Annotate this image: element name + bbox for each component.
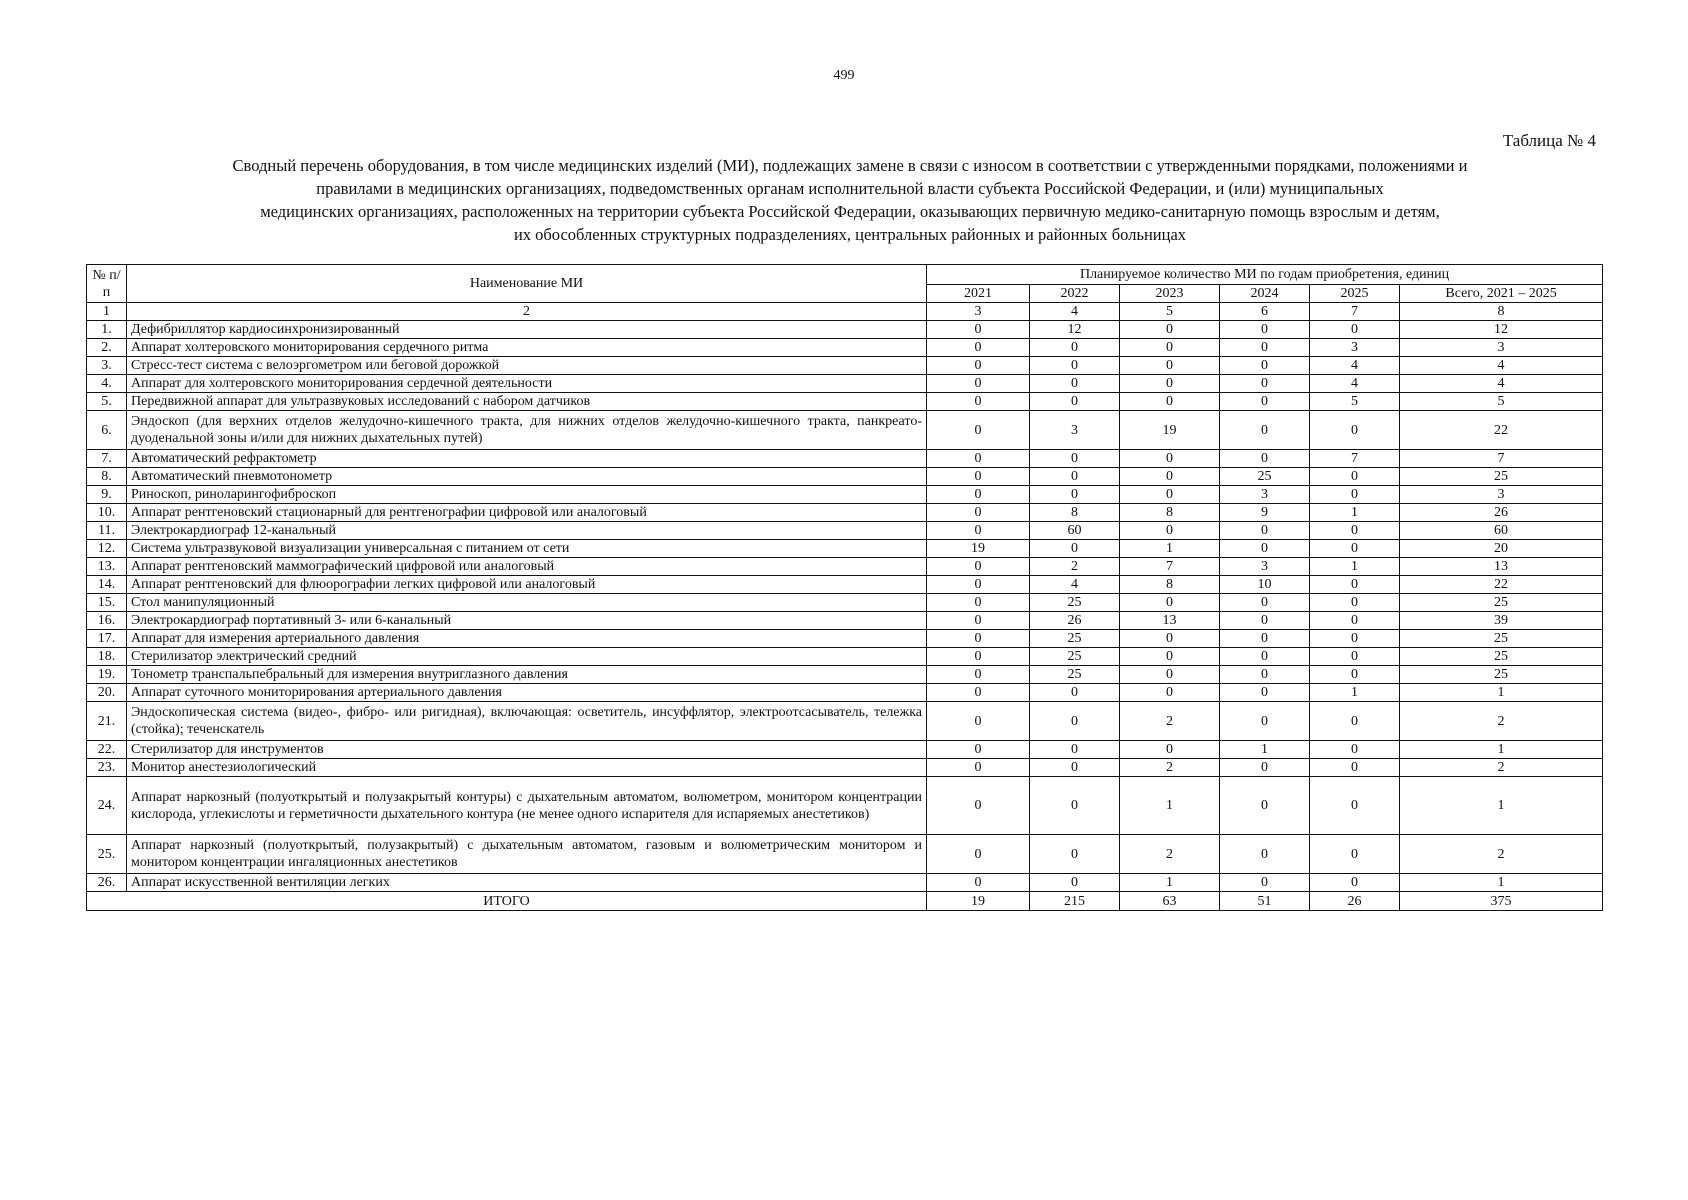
year-value: 2 [1120, 702, 1220, 741]
year-value: 3 [1030, 411, 1120, 450]
column-index-row [87, 303, 1603, 321]
year-value: 0 [927, 450, 1030, 468]
row-total: 60 [1400, 522, 1603, 540]
column-index: 4 [1030, 303, 1120, 321]
year-value: 0 [927, 558, 1030, 576]
column-index: 1 [87, 303, 127, 321]
year-value: 8 [1030, 504, 1120, 522]
item-name: Система ультразвуковой визуализации универсальная с питанием от сети [127, 540, 927, 558]
year-value: 0 [1220, 450, 1310, 468]
year-value: 0 [927, 504, 1030, 522]
item-name: Передвижной аппарат для ультразвуковых исследований с набором датчиков [127, 393, 927, 411]
year-value: 3 [1220, 558, 1310, 576]
row-total: 2 [1400, 835, 1603, 874]
year-value: 19 [1120, 411, 1220, 450]
row-number: 10. [87, 504, 127, 522]
year-value: 0 [1120, 468, 1220, 486]
year-value: 25 [1220, 468, 1310, 486]
year-value: 0 [1310, 321, 1400, 339]
year-value: 0 [1310, 630, 1400, 648]
year-value: 1 [1310, 684, 1400, 702]
item-name: Дефибриллятор кардиосинхронизированный [127, 321, 927, 339]
year-value: 0 [1030, 357, 1120, 375]
table-row [87, 357, 1603, 375]
table-row [87, 630, 1603, 648]
table-row [87, 504, 1603, 522]
equipment-table [86, 264, 1603, 911]
year-value: 9 [1220, 504, 1310, 522]
table-row [87, 594, 1603, 612]
table-row [87, 486, 1603, 504]
year-value: 0 [1220, 393, 1310, 411]
table-row [87, 468, 1603, 486]
page-number: 499 [833, 68, 855, 83]
item-name: Стерилизатор для инструментов [127, 741, 927, 759]
header-year: 2024 [1220, 285, 1310, 303]
row-number: 16. [87, 612, 127, 630]
row-number: 1. [87, 321, 127, 339]
year-value: 0 [1030, 393, 1120, 411]
year-value: 4 [1310, 357, 1400, 375]
item-name: Аппарат суточного мониторирования артериального давления [127, 684, 927, 702]
table-row [87, 375, 1603, 393]
year-value: 0 [927, 522, 1030, 540]
item-name: Стерилизатор электрический средний [127, 648, 927, 666]
year-value: 0 [927, 630, 1030, 648]
year-value: 0 [1220, 612, 1310, 630]
row-total: 26 [1400, 504, 1603, 522]
year-value: 13 [1120, 612, 1220, 630]
year-value: 7 [1310, 450, 1400, 468]
item-name: Аппарат наркозный (полуоткрытый, полузакрытый) с дыхательным автоматом, газовым и волюметрическим монитором и монитором концентрации ингаляционных анестетиков [127, 835, 927, 874]
year-value: 25 [1030, 630, 1120, 648]
year-value: 0 [1310, 522, 1400, 540]
year-value: 0 [1120, 666, 1220, 684]
year-value: 0 [1120, 648, 1220, 666]
row-total: 22 [1400, 411, 1603, 450]
row-number: 24. [87, 777, 127, 835]
year-value: 0 [927, 741, 1030, 759]
row-number: 4. [87, 375, 127, 393]
row-number: 2. [87, 339, 127, 357]
year-value: 0 [927, 702, 1030, 741]
year-value: 0 [1220, 522, 1310, 540]
table-row [87, 759, 1603, 777]
year-value: 0 [927, 576, 1030, 594]
row-total: 5 [1400, 393, 1603, 411]
year-value: 1 [1120, 540, 1220, 558]
row-total: 25 [1400, 666, 1603, 684]
year-value: 0 [1120, 339, 1220, 357]
item-name: Монитор анестезиологический [127, 759, 927, 777]
item-name: Эндоскоп (для верхних отделов желудочно-кишечного тракта, для нижних отделов желудочно-кишечного тракта, панкреато-дуоденальной зоны и/или для нижних дыхательных путей) [127, 411, 927, 450]
table-row [87, 522, 1603, 540]
row-total: 25 [1400, 630, 1603, 648]
item-name: Аппарат искусственной вентиляции легких [127, 874, 927, 892]
year-value: 12 [1030, 321, 1120, 339]
year-value: 0 [1220, 339, 1310, 357]
column-index: 6 [1220, 303, 1310, 321]
table-row [87, 540, 1603, 558]
year-value: 0 [1220, 357, 1310, 375]
year-value: 0 [927, 321, 1030, 339]
year-value: 0 [1030, 375, 1120, 393]
year-value: 0 [1310, 612, 1400, 630]
table-row [87, 702, 1603, 741]
year-value: 0 [927, 777, 1030, 835]
caption-line: их обособленных структурных подразделениях, центральных районных и районных больницах [513, 225, 1187, 244]
year-value: 0 [1220, 594, 1310, 612]
row-total: 4 [1400, 375, 1603, 393]
year-value: 0 [1220, 702, 1310, 741]
year-value: 0 [1120, 321, 1220, 339]
table-caption [100, 154, 1600, 246]
row-number: 14. [87, 576, 127, 594]
year-value: 0 [1120, 486, 1220, 504]
table-row [87, 666, 1603, 684]
table-row [87, 411, 1603, 450]
total-value: 375 [1400, 892, 1603, 911]
year-value: 0 [1310, 702, 1400, 741]
year-value: 0 [1220, 630, 1310, 648]
year-value: 0 [927, 666, 1030, 684]
year-value: 0 [1120, 357, 1220, 375]
row-number: 3. [87, 357, 127, 375]
year-value: 0 [1220, 540, 1310, 558]
year-value: 0 [1220, 759, 1310, 777]
year-value: 26 [1030, 612, 1120, 630]
year-value: 0 [1310, 486, 1400, 504]
row-number: 25. [87, 835, 127, 874]
row-total: 3 [1400, 339, 1603, 357]
item-name: Электрокардиограф портативный 3- или 6-канальный [127, 612, 927, 630]
year-value: 0 [1220, 666, 1310, 684]
year-value: 0 [927, 468, 1030, 486]
year-value: 0 [1310, 411, 1400, 450]
column-index: 5 [1120, 303, 1220, 321]
row-total: 13 [1400, 558, 1603, 576]
year-value: 0 [1120, 741, 1220, 759]
item-name: Стол манипуляционный [127, 594, 927, 612]
year-value: 4 [1310, 375, 1400, 393]
table-label: Таблица № 4 [1502, 131, 1596, 150]
table-body [87, 303, 1603, 892]
row-total: 22 [1400, 576, 1603, 594]
year-value: 10 [1220, 576, 1310, 594]
item-name: Аппарат для холтеровского мониторирования сердечной деятельности [127, 375, 927, 393]
item-name: Аппарат рентгеновский маммографический цифровой или аналоговый [127, 558, 927, 576]
row-number: 8. [87, 468, 127, 486]
total-value: 19 [927, 892, 1030, 911]
year-value: 0 [927, 357, 1030, 375]
row-number: 22. [87, 741, 127, 759]
row-total: 25 [1400, 594, 1603, 612]
item-name: Стресс-тест система с велоэргометром или беговой дорожкой [127, 357, 927, 375]
column-index: 3 [927, 303, 1030, 321]
total-value: 215 [1030, 892, 1120, 911]
year-value: 0 [1030, 450, 1120, 468]
year-value: 4 [1030, 576, 1120, 594]
table-row [87, 612, 1603, 630]
year-value: 0 [1030, 486, 1120, 504]
year-value: 60 [1030, 522, 1120, 540]
year-value: 0 [1030, 702, 1120, 741]
year-value: 8 [1120, 504, 1220, 522]
row-total: 4 [1400, 357, 1603, 375]
year-value: 1 [1220, 741, 1310, 759]
table-row [87, 450, 1603, 468]
year-value: 5 [1310, 393, 1400, 411]
row-number: 13. [87, 558, 127, 576]
row-number: 23. [87, 759, 127, 777]
year-value: 0 [1120, 522, 1220, 540]
header-num: № п/п [87, 265, 127, 303]
year-value: 0 [1220, 835, 1310, 874]
year-value: 0 [1030, 468, 1120, 486]
year-value: 0 [927, 612, 1030, 630]
table-row [87, 576, 1603, 594]
table-row [87, 835, 1603, 874]
caption-line: правилами в медицинских организациях, подведомственных органам исполнительной власти субъекта Российской Федерации, и (или) муниципальных [316, 179, 1384, 198]
total-value: 63 [1120, 892, 1220, 911]
year-value: 0 [1120, 684, 1220, 702]
year-value: 0 [927, 648, 1030, 666]
year-value: 0 [927, 339, 1030, 357]
year-value: 19 [927, 540, 1030, 558]
year-value: 0 [1120, 450, 1220, 468]
year-value: 25 [1030, 594, 1120, 612]
item-name: Аппарат рентгеновский стационарный для рентгенографии цифровой или аналоговый [127, 504, 927, 522]
year-value: 1 [1120, 777, 1220, 835]
caption-line: медицинских организациях, расположенных на территории субъекта Российской Федерации, оказывающих первичную медико-санитарную помощь взрослым и детям, [260, 202, 1440, 221]
year-value: 0 [1220, 375, 1310, 393]
year-value: 0 [1310, 741, 1400, 759]
row-number: 9. [87, 486, 127, 504]
year-value: 2 [1030, 558, 1120, 576]
year-value: 3 [1310, 339, 1400, 357]
column-index: 8 [1400, 303, 1603, 321]
year-value: 0 [1310, 777, 1400, 835]
table-row [87, 648, 1603, 666]
year-value: 0 [927, 835, 1030, 874]
year-value: 0 [1310, 666, 1400, 684]
item-name: Аппарат наркозный (полуоткрытый и полузакрытый контуры) с дыхательным автоматом, волюметром, монитором концентрации кислорода, углекислоты и герметичности дыхательного контура (не менее одного испарителя для испаряемых анестетиков) [127, 777, 927, 835]
year-value: 0 [1220, 684, 1310, 702]
table-row [87, 777, 1603, 835]
row-number: 26. [87, 874, 127, 892]
row-total: 3 [1400, 486, 1603, 504]
table-row [87, 339, 1603, 357]
caption-line: Сводный перечень оборудования, в том числе медицинских изделий (МИ), подлежащих замене в связи с износом в соответствии с утвержденными порядками, положениями и [232, 156, 1468, 175]
year-value: 2 [1120, 759, 1220, 777]
total-label: ИТОГО [87, 892, 927, 911]
year-value: 1 [1120, 874, 1220, 892]
row-number: 15. [87, 594, 127, 612]
item-name: Аппарат рентгеновский для флюорографии легких цифровой или аналоговый [127, 576, 927, 594]
year-value: 0 [1310, 540, 1400, 558]
table-row [87, 393, 1603, 411]
year-value: 0 [927, 684, 1030, 702]
year-value: 0 [927, 393, 1030, 411]
year-value: 0 [1310, 594, 1400, 612]
item-name: Тонометр транспальпебральный для измерения внутриглазного давления [127, 666, 927, 684]
year-value: 0 [927, 759, 1030, 777]
year-value: 0 [1030, 540, 1120, 558]
table-row [87, 558, 1603, 576]
year-value: 0 [1120, 375, 1220, 393]
year-value: 0 [1030, 684, 1120, 702]
total-value: 26 [1310, 892, 1400, 911]
year-value: 0 [927, 375, 1030, 393]
table-row [87, 684, 1603, 702]
year-value: 0 [1310, 468, 1400, 486]
year-value: 0 [1310, 835, 1400, 874]
row-total: 25 [1400, 468, 1603, 486]
year-value: 1 [1310, 504, 1400, 522]
row-total: 7 [1400, 450, 1603, 468]
column-index: 7 [1310, 303, 1400, 321]
header-total: Всего, 2021 – 2025 [1400, 285, 1603, 303]
item-name: Аппарат для измерения артериального давления [127, 630, 927, 648]
row-number: 19. [87, 666, 127, 684]
year-value: 7 [1120, 558, 1220, 576]
header-year: 2021 [927, 285, 1030, 303]
year-value: 8 [1120, 576, 1220, 594]
row-total: 2 [1400, 759, 1603, 777]
year-value: 3 [1220, 486, 1310, 504]
table-row [87, 874, 1603, 892]
row-total: 1 [1400, 874, 1603, 892]
year-value: 0 [1310, 648, 1400, 666]
row-number: 21. [87, 702, 127, 741]
column-index: 2 [127, 303, 927, 321]
total-value: 51 [1220, 892, 1310, 911]
year-value: 0 [1120, 393, 1220, 411]
total-row [87, 892, 1603, 911]
row-number: 11. [87, 522, 127, 540]
header-name: Наименование МИ [127, 265, 927, 303]
item-name: Риноскоп, риноларингофиброскоп [127, 486, 927, 504]
year-value: 0 [1220, 648, 1310, 666]
table-row [87, 741, 1603, 759]
year-value: 0 [1030, 741, 1120, 759]
item-name: Электрокардиограф 12-канальный [127, 522, 927, 540]
row-total: 39 [1400, 612, 1603, 630]
year-value: 0 [1120, 594, 1220, 612]
year-value: 0 [1030, 874, 1120, 892]
year-value: 1 [1310, 558, 1400, 576]
item-name: Автоматический рефрактометр [127, 450, 927, 468]
item-name: Автоматический пневмотонометр [127, 468, 927, 486]
row-total: 2 [1400, 702, 1603, 741]
header-year: 2023 [1120, 285, 1220, 303]
year-value: 0 [927, 411, 1030, 450]
year-value: 0 [1220, 874, 1310, 892]
table-row [87, 321, 1603, 339]
year-value: 0 [927, 486, 1030, 504]
year-value: 0 [1030, 339, 1120, 357]
header-group: Планируемое количество МИ по годам приобретения, единиц [927, 265, 1603, 285]
header-year: 2022 [1030, 285, 1120, 303]
row-total: 1 [1400, 741, 1603, 759]
year-value: 0 [1220, 777, 1310, 835]
row-number: 5. [87, 393, 127, 411]
year-value: 0 [927, 874, 1030, 892]
year-value: 0 [1220, 321, 1310, 339]
row-number: 20. [87, 684, 127, 702]
year-value: 2 [1120, 835, 1220, 874]
year-value: 25 [1030, 666, 1120, 684]
year-value: 0 [1030, 835, 1120, 874]
header-year: 2025 [1310, 285, 1400, 303]
item-name: Аппарат холтеровского мониторирования сердечного ритма [127, 339, 927, 357]
row-total: 12 [1400, 321, 1603, 339]
row-number: 18. [87, 648, 127, 666]
row-number: 6. [87, 411, 127, 450]
year-value: 0 [1220, 411, 1310, 450]
row-number: 7. [87, 450, 127, 468]
year-value: 0 [927, 594, 1030, 612]
row-total: 20 [1400, 540, 1603, 558]
item-name: Эндоскопическая система (видео-, фибро- или ригидная), включающая: осветитель, инсуффлятор, электроотсасыватель, тележка (стойка); теченскатель [127, 702, 927, 741]
row-total: 1 [1400, 777, 1603, 835]
year-value: 0 [1030, 777, 1120, 835]
year-value: 25 [1030, 648, 1120, 666]
year-value: 0 [1030, 759, 1120, 777]
year-value: 0 [1310, 874, 1400, 892]
row-number: 12. [87, 540, 127, 558]
row-total: 1 [1400, 684, 1603, 702]
year-value: 0 [1120, 630, 1220, 648]
year-value: 0 [1310, 576, 1400, 594]
row-number: 17. [87, 630, 127, 648]
row-total: 25 [1400, 648, 1603, 666]
year-value: 0 [1310, 759, 1400, 777]
